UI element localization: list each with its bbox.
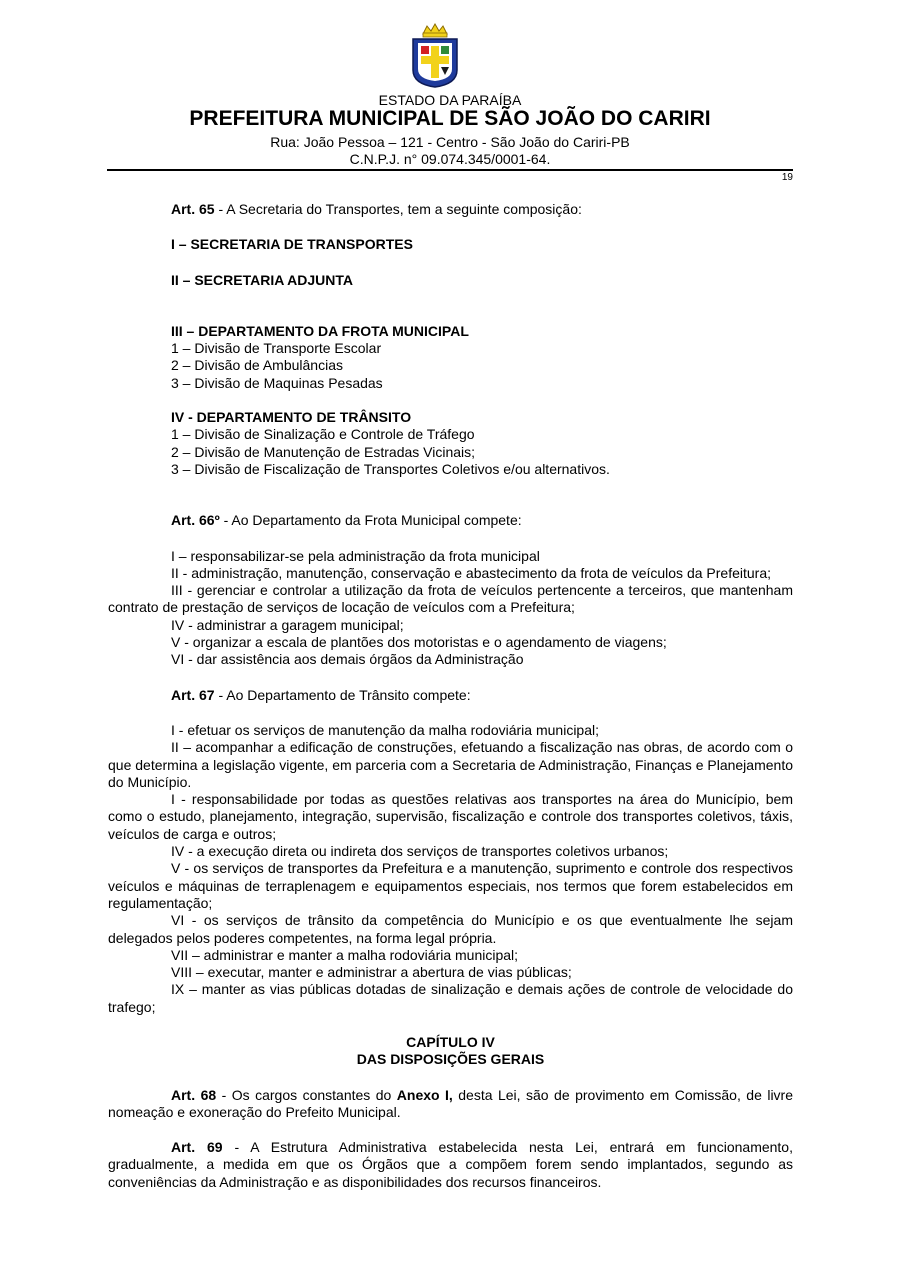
art69-paragraph <box>108 1139 793 1191</box>
list-item: 1 – Divisão de Sinalização e Controle de Tráfego <box>171 426 475 443</box>
list-item: II - administração, manutenção, conservação e abastecimento da frota de veículos da Prefeitura; <box>171 564 771 581</box>
art67-intro <box>108 687 793 704</box>
list-item: I – responsabilizar-se pela administração da frota municipal <box>171 547 540 564</box>
list-item: 2 – Divisão de Manutenção de Estradas Vicinais; <box>171 443 476 460</box>
document-body <box>108 201 793 1191</box>
list-item: 2 – Divisão de Ambulâncias <box>171 357 343 374</box>
coat-of-arms-icon <box>410 22 460 88</box>
list-item: VII – administrar e manter a malha rodoviária municipal; <box>171 946 519 963</box>
article-label: Art. 67 <box>171 686 215 703</box>
chapter-subtitle: DAS DISPOSIÇÕES GERAIS <box>356 1051 545 1068</box>
list-item: VIII – executar, manter e administrar a abertura de vias públicas; <box>171 964 572 981</box>
header-rule <box>107 169 793 171</box>
list-item: 1 – Divisão de Transporte Escolar <box>171 340 382 357</box>
article-label: Art. 66º <box>171 512 220 529</box>
list-item: 3 – Divisão de Fiscalização de Transportes Coletivos e/ou alternativos. <box>171 460 610 477</box>
list-item: III - gerenciar e controlar a utilização da frota de veículos pertencente a terceiros, que mantenham contrato de prestação de serviços de locação de veículos com a Prefeitura; <box>108 582 793 616</box>
article-label: Art. 69 <box>171 1139 223 1156</box>
article-text: - Ao Departamento de Trânsito compete: <box>214 686 471 703</box>
art68-paragraph <box>108 1087 793 1122</box>
art65-section-1: I – SECRETARIA DE TRANSPORTES <box>171 236 413 253</box>
art65-section-4: IV - DEPARTAMENTO DE TRÂNSITO <box>171 409 412 426</box>
article-text: - Os cargos constantes do <box>216 1086 397 1103</box>
state-name: ESTADO DA PARAÍBA <box>378 92 522 108</box>
annex-reference: Anexo I, <box>396 1086 453 1103</box>
art65-section-3: III – DEPARTAMENTO DA FROTA MUNICIPAL <box>171 322 469 339</box>
municipality-title: PREFEITURA MUNICIPAL DE SÃO JOÃO DO CARIRI <box>189 107 711 130</box>
cnpj-line: C.N.P.J. n° 09.074.345/0001-64. <box>349 151 551 167</box>
art66-intro <box>108 512 793 529</box>
list-item: V - os serviços de transportes da Prefeitura e a manutenção, suprimento e controle dos respectivos veículos e máquinas de terraplenagem e equipamentos especiais, nos termos que forem estabelecidos em regulamentação; <box>108 860 793 911</box>
list-item: II – acompanhar a edificação de construções, efetuando a fiscalização nas obras, de acordo com o que determina a legislação vigente, em parceria com a Secretaria de Administração, Finanças e Planejamento do Município. <box>108 739 793 790</box>
list-item: IV - a execução direta ou indireta dos serviços de transportes coletivos urbanos; <box>171 843 669 860</box>
address-line: Rua: João Pessoa – 121 - Centro - São João do Cariri-PB <box>270 134 630 150</box>
article-label: Art. 68 <box>171 1086 217 1103</box>
page-number: 19 <box>781 172 793 183</box>
list-item: I - responsabilidade por todas as questões relativas aos transportes na área do Município, bem como o estudo, planejamento, integração, supervisão, fiscalização e controle dos transportes coletivos, táxis, veículos de carga e outros; <box>108 791 793 842</box>
list-item: VI - os serviços de trânsito da competência do Município e os que eventualmente lhe sejam delegados pelos poderes competentes, na forma legal própria. <box>108 912 793 946</box>
list-item: IV - administrar a garagem municipal; <box>171 616 404 633</box>
chapter-title: CAPÍTULO IV <box>406 1033 495 1050</box>
article-label: Art. 65 <box>171 201 215 217</box>
list-item: IX – manter as vias públicas dotadas de sinalização e demais ações de controle de velocidade do trafego; <box>108 981 793 1015</box>
article-text: - A Secretaria do Transportes, tem a seguinte composição: <box>214 201 582 217</box>
art65-section-2: II – SECRETARIA ADJUNTA <box>171 271 354 288</box>
list-item: I - efetuar os serviços de manutenção da malha rodoviária municipal; <box>171 721 599 738</box>
article-text: - Ao Departamento da Frota Municipal compete: <box>219 512 522 529</box>
list-item: VI - dar assistência aos demais órgãos da Administração <box>171 651 524 668</box>
article-text: desta Lei, são de provimento em Comissão, de livre nomeação e exoneração do Prefeito Municipal. <box>108 1086 793 1120</box>
article-text: - A Estrutura Administrativa estabelecida nesta Lei, entrará em funcionamento, gradualmente, a medida em que os Órgãos que a compõem forem sendo implantados, segundo as conveniências da Administração e as disponibilidades dos recursos financeiros. <box>108 1139 793 1190</box>
list-item: V - organizar a escala de plantões dos motoristas e o agendamento de viagens; <box>171 634 667 651</box>
art65-intro <box>108 201 793 218</box>
list-item: 3 – Divisão de Maquinas Pesadas <box>171 374 383 391</box>
